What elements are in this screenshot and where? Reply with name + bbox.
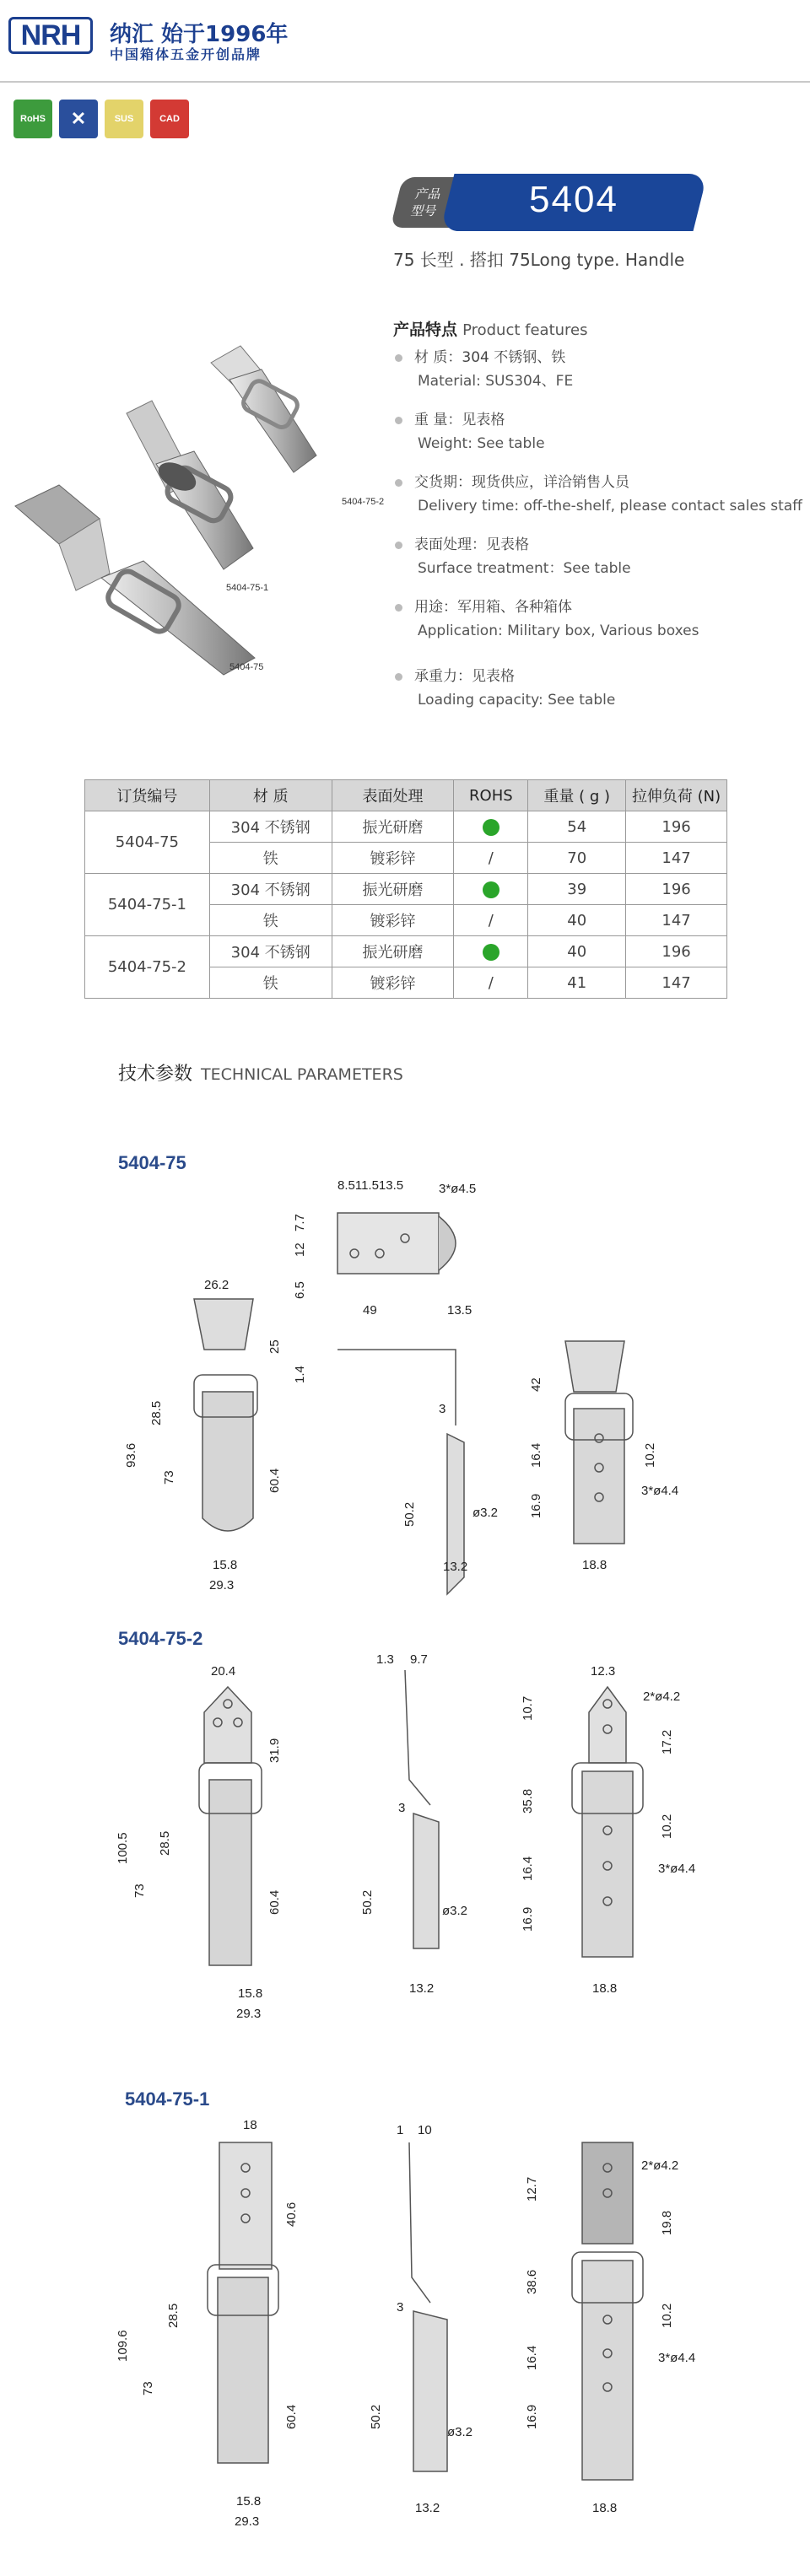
svg-text:18: 18 [243,2118,257,2132]
photo-label-75-1: 5404-75-1 [226,583,269,593]
svg-text:40.6: 40.6 [284,2201,299,2227]
svg-text:28.5: 28.5 [166,2303,181,2328]
latch-75-2 [211,346,316,472]
drawing-model-label: 5404-75-1 [125,2088,210,2110]
svg-text:109.6: 109.6 [116,2330,130,2362]
svg-text:1.4: 1.4 [293,1366,307,1383]
svg-text:1.3: 1.3 [376,1652,394,1667]
svg-text:3: 3 [397,2300,404,2315]
svg-text:18.8: 18.8 [582,1558,608,1572]
svg-text:10.2: 10.2 [660,1813,674,1839]
rohs-dot-icon [483,944,500,961]
table-row: 5404-75-2 304 不锈钢 振光研磨 40 196 [85,936,727,967]
svg-text:12.3: 12.3 [591,1664,616,1679]
svg-text:93.6: 93.6 [124,1442,138,1468]
feature-item: 承重力：见表格 Loading capacity: See table [395,665,615,712]
svg-text:3*ø4.4: 3*ø4.4 [658,2351,696,2365]
svg-text:60.4: 60.4 [267,1468,282,1493]
svg-text:29.3: 29.3 [236,2007,262,2021]
table-row: 5404-75-1 304 不锈钢 振光研磨 39 196 [85,874,727,905]
svg-text:16.9: 16.9 [525,2404,539,2429]
svg-text:25: 25 [267,1339,282,1354]
svg-text:13.5: 13.5 [447,1303,472,1318]
sus-badge-icon: SUS [105,100,143,138]
svg-text:18.8: 18.8 [592,1981,618,1996]
svg-text:13.2: 13.2 [415,2501,440,2515]
feature-item: 交货期：现货供应，详洽销售人员 Delivery time: off-the-shelf, please contact sales staff [395,471,802,518]
svg-text:50.2: 50.2 [369,2404,383,2429]
svg-text:2*ø4.2: 2*ø4.2 [641,2158,679,2173]
svg-text:ø3.2: ø3.2 [447,2425,473,2439]
svg-text:42: 42 [529,1377,543,1392]
feature-item: 用途：军用箱、各种箱体 Application: Military box, Various boxes [395,595,699,643]
rohs-dot-icon [483,819,500,836]
brand-subtitle: 中国箱体五金开创品牌 [110,46,262,62]
svg-text:50.2: 50.2 [402,1501,417,1527]
svg-text:38.6: 38.6 [525,2269,539,2294]
table-row: 铁 镀彩锌 / 70 147 [85,843,727,874]
svg-text:3: 3 [439,1402,446,1416]
svg-text:16.4: 16.4 [525,2345,539,2370]
svg-text:60.4: 60.4 [267,1889,282,1915]
svg-text:20.4: 20.4 [211,1664,236,1679]
drawing-5404-75-2 [110,1645,700,2067]
svg-text:10: 10 [418,2123,432,2137]
product-subtitle: 75 长型 . 搭扣 75Long type. Handle [393,250,685,270]
cad-badge-icon: CAD [150,100,189,138]
svg-text:31.9: 31.9 [267,1738,282,1763]
table-row: 铁 镀彩锌 / 40 147 [85,905,727,936]
svg-text:12.7: 12.7 [525,2176,539,2201]
model-label: 产品 型号 [391,177,462,228]
drawing-model-label: 5404-75-2 [118,1628,203,1649]
svg-text:100.5: 100.5 [116,1832,130,1864]
svg-text:15.8: 15.8 [236,2494,262,2509]
svg-text:10.2: 10.2 [643,1442,657,1468]
svg-text:16.4: 16.4 [529,1442,543,1468]
svg-text:2*ø4.2: 2*ø4.2 [643,1689,681,1704]
feature-item: 材 质：304 不锈钢、铁 Material: SUS304、FE [395,346,573,393]
table-row: 5404-75 304 不锈钢 振光研磨 54 196 [85,811,727,843]
svg-text:29.3: 29.3 [235,2514,260,2529]
svg-text:16.4: 16.4 [521,1856,535,1881]
svg-text:73: 73 [141,2381,155,2395]
svg-text:3*ø4.4: 3*ø4.4 [641,1484,679,1498]
svg-text:1: 1 [397,2123,404,2137]
svg-text:28.5: 28.5 [158,1830,172,1856]
svg-text:10.7: 10.7 [521,1695,535,1721]
svg-text:3: 3 [398,1801,406,1815]
svg-text:ø3.2: ø3.2 [442,1904,468,1918]
drawing-5404-75-1 [110,2109,700,2564]
svg-text:60.4: 60.4 [284,2404,299,2429]
svg-text:8.511.513.5: 8.511.513.5 [338,1178,404,1193]
svg-text:10.2: 10.2 [660,2303,674,2328]
svg-text:29.3: 29.3 [209,1578,235,1592]
svg-text:18.8: 18.8 [592,2501,618,2515]
svg-text:17.2: 17.2 [660,1729,674,1754]
svg-text:35.8: 35.8 [521,1788,535,1813]
svg-text:28.5: 28.5 [149,1400,164,1425]
brand-logo: NRH [8,17,93,54]
svg-text:50.2: 50.2 [360,1889,375,1915]
table-row: 铁 镀彩锌 / 41 147 [85,967,727,999]
svg-text:16.9: 16.9 [521,1906,535,1932]
svg-text:15.8: 15.8 [213,1558,238,1572]
brand-slogan: 纳汇 始于1996年 [110,22,289,47]
svg-text:ø3.2: ø3.2 [472,1506,499,1520]
svg-text:26.2: 26.2 [204,1278,230,1292]
svg-text:73: 73 [132,1883,147,1898]
header-divider [0,81,810,83]
feature-item: 表面处理：见表格 Surface treatment：See table [395,533,631,580]
feature-item: 重 量：见表格 Weight: See table [395,408,545,455]
svg-text:13.2: 13.2 [443,1560,468,1574]
features-heading: 产品特点 Product features [393,321,588,339]
photo-label-75-2: 5404-75-2 [342,497,385,507]
svg-text:3*ø4.5: 3*ø4.5 [439,1182,477,1196]
tech-heading: 技术参数 TECHNICAL PARAMETERS [118,1064,403,1085]
rohs-dot-icon [483,881,500,898]
rohs-badge-icon: RoHS [14,100,52,138]
svg-text:15.8: 15.8 [238,1986,263,2001]
latch-75-1 [127,401,253,569]
model-code: 5404 [529,179,618,220]
svg-text:12: 12 [293,1242,307,1257]
tools-badge-icon: ✕ [59,100,98,138]
svg-text:73: 73 [162,1470,176,1485]
drawing-model-label: 5404-75 [118,1152,186,1173]
svg-text:9.7: 9.7 [410,1652,428,1667]
photo-label-75: 5404-75 [230,662,264,672]
svg-text:49: 49 [363,1303,377,1318]
svg-text:13.2: 13.2 [409,1981,435,1996]
spec-table [84,779,727,999]
svg-text:7.7: 7.7 [293,1214,307,1231]
svg-text:6.5: 6.5 [293,1281,307,1299]
svg-text:3*ø4.4: 3*ø4.4 [658,1862,696,1876]
product-photo [8,337,385,675]
svg-text:16.9: 16.9 [529,1493,543,1518]
table-header-row: 订货编号 材 质 表面处理 ROHS 重量 ( g ) 拉伸负荷 (N) [85,780,727,811]
svg-text:19.8: 19.8 [660,2210,674,2235]
drawing-5404-75 [110,1172,700,1611]
